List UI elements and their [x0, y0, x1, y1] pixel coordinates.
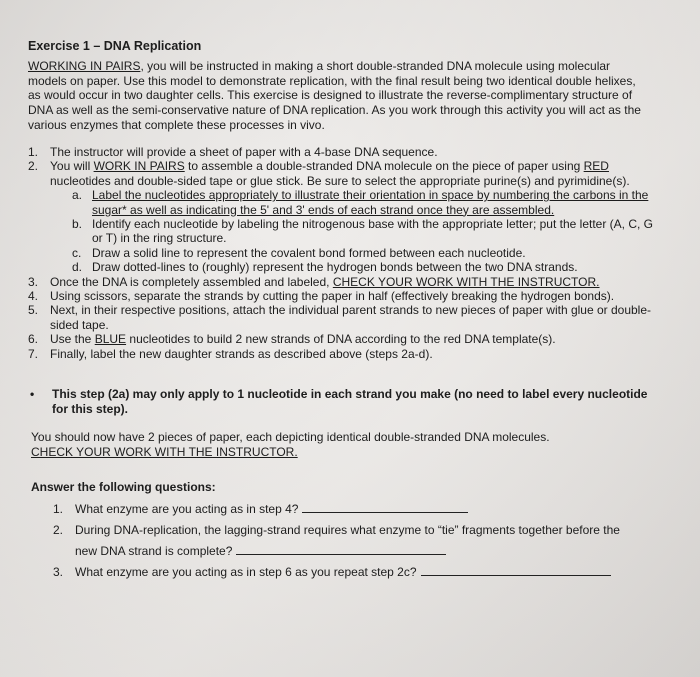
answer-blank[interactable]	[302, 502, 468, 513]
bullet-icon: •	[30, 387, 35, 401]
step-6	[28, 332, 653, 346]
step-2a	[28, 188, 653, 217]
exercise-title: Exercise 1 – DNA Replication	[28, 39, 202, 53]
summary-line: You should now have 2 pieces of paper, each depicting identical double-stranded DNA molecules.	[31, 430, 550, 444]
step-2-underline-pairs: WORK IN PAIRS	[93, 159, 185, 174]
question-text-wrap	[75, 499, 468, 520]
substep-letter: b.	[72, 217, 83, 232]
step-3-underline: CHECK YOUR WORK WITH THE INSTRUCTOR.	[332, 274, 600, 289]
question-3	[31, 562, 656, 583]
step-6-text-a: Use the	[50, 332, 95, 347]
substep-text: Label the nucleotides appropriately to illustrate their orientation in space by numbering the carbons in the sugar* as well as indicating the 5' and 3' ends of each strand once they are assembled.	[92, 188, 649, 217]
step-text: The instructor will provide a sheet of paper with a 4-base DNA sequence.	[50, 145, 438, 159]
summary	[31, 430, 651, 459]
question-2-cont	[31, 541, 656, 562]
step-text: Finally, label the new daughter strands as described above (steps 2a-d).	[50, 346, 433, 361]
step-number: 5.	[28, 303, 39, 318]
step-7	[28, 347, 653, 361]
step-number: 3.	[28, 274, 39, 289]
question-number: 3.	[53, 565, 64, 579]
summary-check-instructor: CHECK YOUR WORK WITH THE INSTRUCTOR.	[31, 444, 298, 459]
step-2b	[28, 217, 653, 246]
step-3	[28, 275, 653, 289]
step-2	[28, 159, 653, 188]
answer-blank[interactable]	[236, 544, 446, 555]
intro-lead: WORKING IN PAIRS	[28, 59, 141, 73]
step-4	[28, 289, 653, 303]
step-2-underline-red: RED	[583, 159, 609, 174]
step-2-text-a: You will	[50, 159, 94, 174]
substep-letter: a.	[72, 188, 83, 203]
step-2c	[28, 246, 653, 260]
step-5	[28, 303, 653, 332]
question-1	[31, 499, 656, 520]
step-1	[28, 145, 653, 159]
question-text: new DNA strand is complete?	[75, 544, 233, 558]
step-number: 1.	[28, 145, 39, 159]
step-text	[50, 275, 653, 289]
step-6-underline-blue: BLUE	[94, 332, 127, 347]
questions-section	[31, 480, 656, 583]
substep-text: Identify each nucleotide by labeling the nitrogenous base with the appropriate letter; put the letter (A, C, G or T) in the ring structure.	[92, 217, 654, 246]
question-text: During DNA-replication, the lagging-strand requires what enzyme to “tie” fragments together before the	[75, 523, 620, 537]
footnote	[28, 387, 653, 416]
step-text: Using scissors, separate the strands by cutting the paper in half (effectively breaking the hydrogen bonds).	[50, 289, 615, 304]
question-indent	[53, 541, 75, 562]
step-number: 6.	[28, 332, 39, 347]
footnote-text: This step (2a) may only apply to 1 nucleotide in each strand you make (no need to label every nucleotide for this step).	[52, 387, 648, 416]
substep-text: Draw a solid line to represent the covalent bond formed between each nucleotide.	[92, 245, 526, 260]
step-2-text-c: nucleotides and double-sided tape or glue stick. Be sure to select the appropriate purine(s) and pyrimidine(s).	[50, 173, 630, 188]
questions-heading: Answer the following questions:	[31, 480, 216, 494]
steps-list	[28, 145, 653, 361]
question-2	[31, 520, 656, 541]
answer-blank[interactable]	[421, 565, 611, 576]
step-number: 4.	[28, 289, 39, 304]
intro-text: , you will be instructed in making a short double-stranded DNA molecule using molecular models on paper. Use this model to demonstrate replication, with the final result being two identical double helixes, as would occur in two daughter cells. This exercise is designed to illustrate the reverse-complimentary structure of DNA as well as the semi-conservative nature of DNA replication. As you work through this activity you will act as the various enzymes that complete these processes in vivo.	[28, 59, 641, 132]
question-text-wrap	[75, 562, 611, 583]
question-number: 2.	[53, 523, 64, 537]
question-text: What enzyme are you acting as in step 4?	[75, 502, 299, 516]
step-2-text-b: to assemble a double-stranded DNA molecule on the piece of paper using	[184, 159, 584, 174]
step-text	[50, 332, 653, 346]
step-text	[50, 159, 653, 188]
step-2d	[28, 260, 653, 274]
substep-letter: c.	[72, 245, 82, 260]
step-3-text: Once the DNA is completely assembled and labeled,	[50, 274, 333, 289]
intro-paragraph	[28, 59, 650, 133]
step-number: 2.	[28, 159, 39, 174]
question-number: 1.	[53, 502, 64, 516]
step-text: Next, in their respective positions, attach the individual parent strands to new pieces of paper with glue or double-sided tape.	[50, 303, 652, 332]
substep-text: Draw dotted-lines to (roughly) represent the hydrogen bonds between the two DNA strands.	[92, 260, 578, 275]
question-text-wrap	[75, 541, 446, 562]
question-text: What enzyme are you acting as in step 6 as you repeat step 2c?	[75, 565, 417, 579]
step-6-text-b: nucleotides to build 2 new strands of DNA according to the red DNA template(s).	[126, 332, 556, 347]
step-number: 7.	[28, 346, 39, 361]
substep-letter: d.	[72, 260, 83, 275]
